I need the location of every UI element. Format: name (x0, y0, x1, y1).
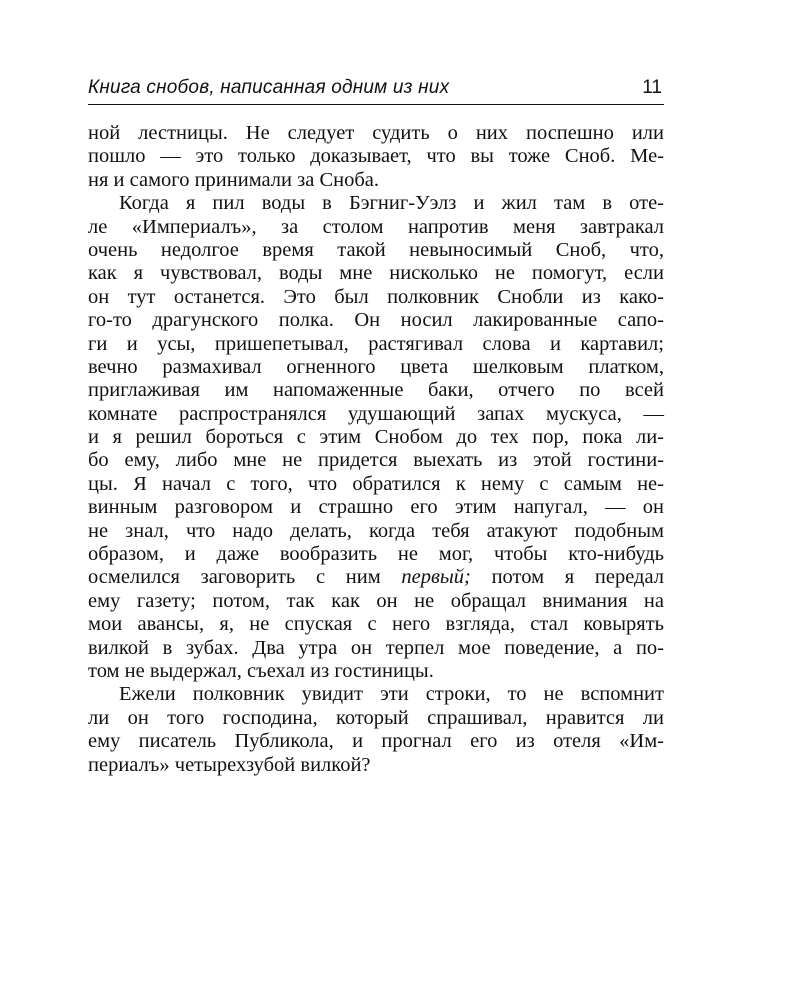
text-line: образом, и даже вообразить не мог, чтобы кто-нибудь (88, 543, 664, 566)
text-line: ле «Империалъ», за столом напротив меня завтракал (88, 215, 664, 238)
text-line: вечно размахивал огненного цвета шелковым платком, (88, 355, 664, 378)
text-line: и я решил бороться с этим Снобом до тех пор, пока ли- (88, 426, 664, 449)
text-line-with-emphasis (88, 566, 664, 589)
emphasis-word: первый; (401, 566, 471, 589)
text-segment: осмелился заговорить с ним (88, 566, 402, 589)
text-line: Когда я пил воды в Бэгниг-Уэлз и жил там в оте- (119, 192, 664, 215)
text-line: цы. Я начал с того, что обратился к нему с самым не- (88, 472, 664, 495)
text-line: он тут останется. Это был полковник Снобли из како- (88, 285, 664, 308)
paragraph (88, 122, 664, 192)
text-line: пошло — это только доказывает, что вы тоже Сноб. Ме- (88, 145, 664, 168)
paragraph (88, 192, 664, 683)
paragraph (88, 683, 664, 777)
text-line: периалъ» четырехзубой вилкой? (88, 753, 371, 776)
text-line: ему газету; потом, так как он не обращал внимания на (88, 589, 664, 612)
text-line: очень недолгое время такой невыносимый Сноб, что, (88, 238, 664, 261)
text-line: том не выдержал, съехал из гостиницы. (88, 659, 434, 682)
running-header (88, 74, 664, 105)
text-line: как я чувствовал, воды мне нисколько не помогут, если (88, 262, 664, 285)
text-line: ги и усы, пришепетывал, растягивал слова и картавил; (88, 332, 664, 355)
text-segment: потом я передал (470, 566, 664, 589)
text-line: Ежели полковник увидит эти строки, то не вспомнит (119, 683, 664, 706)
text-line: мои авансы, я, не спуская с него взгляда, стал ковырять (88, 613, 664, 636)
text-line: вилкой в зубах. Два утра он терпел мое поведение, а по- (88, 636, 664, 659)
text-line: бо ему, либо мне не придется выехать из этой гостини- (88, 449, 664, 472)
text-line: ня и самого принимали за Сноба. (88, 168, 380, 191)
text-line: го-то драгунского полка. Он носил лакированные сапо- (88, 309, 664, 332)
text-line: ли он того господина, который спрашивал, нравится ли (88, 706, 664, 729)
body-text (88, 122, 664, 777)
text-line: не знал, что надо делать, когда тебя атакуют подобным (88, 519, 664, 542)
text-line: приглаживая им напомаженные баки, отчего по всей (88, 379, 664, 402)
text-line: винным разговором и страшно его этим напугал, — он (88, 496, 664, 519)
page-number: 11 (642, 77, 662, 98)
book-title: Книга снобов, написанная одним из них (88, 77, 450, 98)
text-line: комнате распространялся удушающий запах мускуса, — (88, 402, 664, 425)
text-line: ной лестницы. Не следует судить о них поспешно или (88, 122, 664, 144)
text-line: ему писатель Публикола, и прогнал его из отеля «Им- (88, 730, 664, 753)
